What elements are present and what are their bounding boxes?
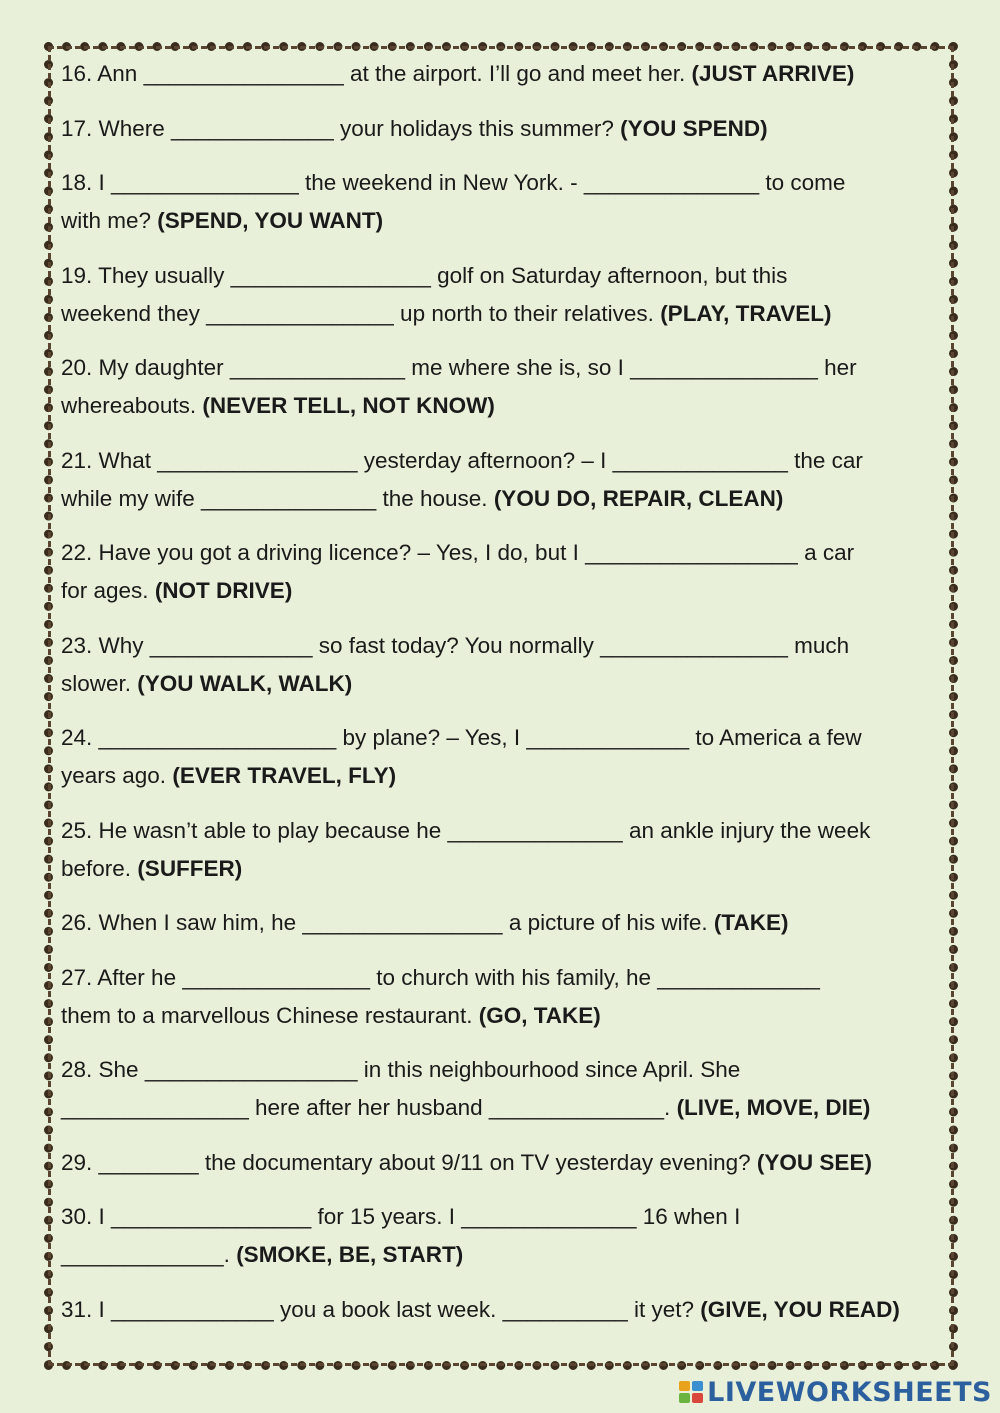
- logo-square: [679, 1393, 690, 1403]
- exercise-item: [61, 1051, 941, 1127]
- liveworksheets-logo[interactable]: [679, 1376, 992, 1408]
- item-line: with me?: [61, 208, 158, 233]
- item-line: _______________ here after her husband ______________.: [61, 1095, 677, 1120]
- exercise-list: [61, 55, 941, 1345]
- item-line: weekend they _______________ up north to their relatives.: [61, 300, 661, 326]
- exercise-item: [61, 442, 941, 518]
- item-line: 18. I _______________ the weekend in New York. - ______________ to come: [61, 170, 846, 195]
- item-hint: (NOT DRIVE): [154, 578, 293, 603]
- exercise-item: [61, 719, 941, 795]
- item-hint: (GIVE, YOU READ): [700, 1296, 900, 1322]
- item-hint: (SPEND, YOU WANT): [157, 208, 384, 233]
- item-line: 25. He wasn’t able to play because he ______________ an ankle injury the week: [61, 817, 871, 843]
- item-hint: (NEVER TELL, NOT KNOW): [202, 393, 495, 418]
- item-line: years ago.: [61, 763, 173, 788]
- item-line: for ages.: [61, 578, 155, 603]
- liveworksheets-logo-icon: [679, 1381, 703, 1403]
- exercise-item: [61, 1144, 941, 1182]
- item-line: 30. I ________________ for 15 years. I ______________ 16 when I: [61, 1204, 741, 1229]
- item-line: whereabouts.: [61, 393, 203, 418]
- exercise-item: [61, 110, 941, 148]
- item-line: 23. Why _____________ so fast today? You normally _______________ much: [61, 632, 850, 658]
- item-line: 16. Ann ________________ at the airport. I’ll go and meet her.: [61, 61, 692, 86]
- item-hint: (PLAY, TRAVEL): [660, 300, 832, 326]
- exercise-item: [61, 1198, 941, 1274]
- brand-name: LIVEWORKSHEETS: [707, 1376, 992, 1408]
- item-hint: (SUFFER): [137, 855, 243, 881]
- item-hint: (LIVE, MOVE, DIE): [676, 1095, 871, 1120]
- item-line: 26. When I saw him, he ________________ a picture of his wife.: [61, 910, 714, 935]
- item-line: _____________.: [61, 1242, 237, 1267]
- item-line: 27. After he _______________ to church with his family, he _____________: [61, 964, 820, 990]
- item-line: while my wife ______________ the house.: [61, 485, 494, 511]
- item-line: 20. My daughter ______________ me where she is, so I _______________ her: [61, 355, 857, 380]
- logo-square: [679, 1381, 690, 1391]
- item-hint: (YOU WALK, WALK): [137, 670, 353, 696]
- exercise-item: [61, 349, 941, 425]
- item-hint: (EVER TRAVEL, FLY): [172, 763, 397, 788]
- item-line: them to a marvellous Chinese restaurant.: [61, 1002, 479, 1028]
- item-line: 31. I _____________ you a book last week. __________ it yet?: [61, 1296, 701, 1322]
- item-line: 24. ___________________ by plane? – Yes, I _____________ to America a few: [61, 725, 862, 750]
- item-line: 28. She _________________ in this neighbourhood since April. She: [61, 1057, 741, 1082]
- exercise-item: [61, 627, 941, 703]
- item-line: before.: [61, 855, 138, 881]
- item-hint: (TAKE): [713, 910, 789, 935]
- exercise-item: [61, 1291, 941, 1329]
- exercise-item: [61, 904, 941, 942]
- logo-square: [692, 1393, 703, 1403]
- item-hint: (GO, TAKE): [478, 1002, 601, 1028]
- item-line: 29. ________ the documentary about 9/11 on TV yesterday evening?: [61, 1149, 757, 1175]
- item-hint: (YOU SEE): [756, 1149, 872, 1175]
- exercise-item: [61, 959, 941, 1035]
- logo-square: [692, 1381, 703, 1391]
- item-hint: (JUST ARRIVE): [691, 61, 855, 86]
- exercise-item: [61, 812, 941, 888]
- item-hint: (SMOKE, BE, START): [236, 1242, 464, 1267]
- item-line: 17. Where _____________ your holidays this summer?: [61, 115, 621, 141]
- item-line: slower.: [61, 670, 138, 696]
- item-line: 22. Have you got a driving licence? – Yes, I do, but I _________________ a car: [61, 540, 855, 565]
- item-line: 21. What ________________ yesterday afternoon? – I ______________ the car: [61, 447, 863, 473]
- exercise-item: [61, 164, 941, 240]
- item-line: 19. They usually ________________ golf on Saturday afternoon, but this: [61, 262, 788, 288]
- item-hint: (YOU SPEND): [620, 115, 768, 141]
- item-hint: (YOU DO, REPAIR, CLEAN): [493, 485, 784, 511]
- exercise-item: [61, 534, 941, 610]
- exercise-item: [61, 55, 941, 93]
- exercise-item: [61, 257, 941, 333]
